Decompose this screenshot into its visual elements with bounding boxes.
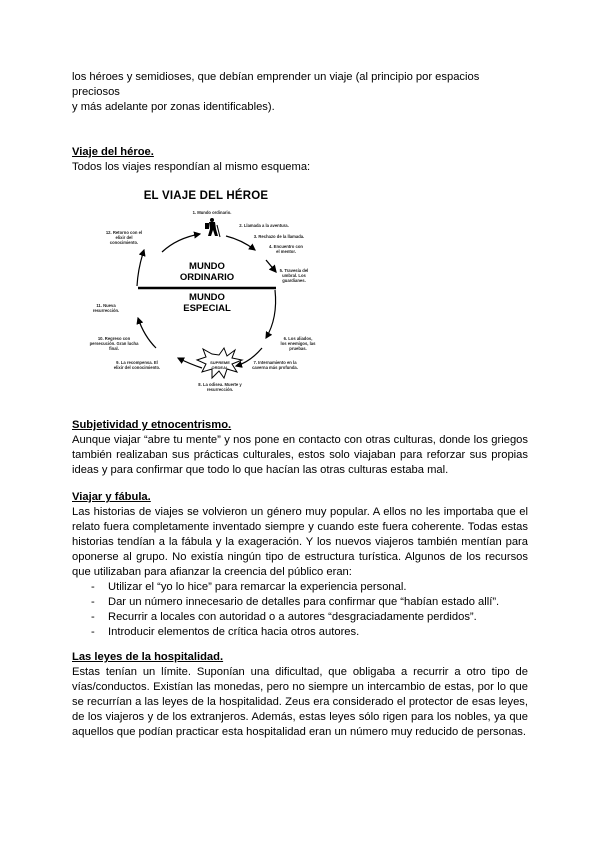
step-7: 7. Internamiento en la caverna más profunda. — [252, 360, 298, 370]
upper-world-label: MUNDO ORDINARIO — [179, 261, 235, 283]
list-item: - Recurrir a locales con autoridad o a autores “desgraciadamente perdidos”. — [91, 611, 477, 623]
list-item: - Utilizar el “yo lo hice” para remarcar la experiencia personal. — [91, 581, 407, 593]
step-4: 4. Encuentro con el mentor. — [269, 244, 303, 254]
resources-list — [72, 580, 528, 640]
step-5: 5. Travesía del umbral. Los guardianes. — [279, 268, 309, 283]
hiker-icon — [205, 218, 220, 237]
section-text: Aunque viajar “abre tu mente” y nos pone en contacto con otras culturas, donde los griegos también realizaban sus prácticas culturales, estos solo viajaban para reforzar sus propias ideas y para confirmar que todo lo que hacían las otras culturas estaba mal. — [72, 434, 528, 476]
section-heading: Subjetividad y etnocentrismo. — [72, 419, 232, 431]
intro-line-1: los héroes y semidioses, que debían emprender un viaje (al principio por espacios preciosos — [72, 71, 480, 98]
diagram-title: EL VIAJE DEL HÉROE — [143, 190, 269, 202]
section-hospitalidad — [72, 650, 528, 740]
section-heading: Viajar y fábula. — [72, 491, 151, 503]
lower-world-label: MUNDO ESPECIAL — [183, 292, 231, 314]
section-text: Estas tenían un límite. Suponían una dificultad, que obligaba a recurrir a otro tipo de vías/conductos. Existían las monedas, pero no siempre un intercambio de estas, por lo que se recurrían a las leyes de la hospitalidad. Zeus era considerado el protector de esas leyes, de los viajeros y de los extranjeros. Además, estas leyes sólo rigen para los nobles, ya que aquellos que podían practicar esta hospitalidad eran un número muy reducido de personas. — [72, 666, 528, 738]
ordeal-badge-label: SUPREME ORDEAL — [210, 360, 230, 370]
step-3: 3. Rechazo de la llamada. — [253, 234, 305, 239]
section-text: Todos los viajes respondían al mismo esquema: — [72, 161, 311, 173]
hero-journey-diagram — [72, 190, 340, 394]
step-8: 8. La odisea. Muerte y resurrección. — [198, 382, 242, 392]
section-heading: Viaje del héroe. — [72, 146, 154, 158]
step-11: 11. Nueva resurrección. — [92, 303, 120, 313]
section-subjetividad — [72, 418, 528, 478]
step-12: 12. Retorno con el elixir del conocimiento. — [105, 230, 143, 245]
intro-line-2: y más adelante por zonas identificables). — [72, 101, 275, 113]
step-10: 10. Regreso con persecución. Gran lucha final. — [89, 336, 139, 351]
section-heading: Las leyes de la hospitalidad. — [72, 651, 224, 663]
step-2: 2. Llamada a la aventura. — [239, 223, 289, 228]
step-9: 9. La recompensa. El elixir del conocimiento. — [113, 360, 161, 370]
step-1: 1. Mundo ordinario. — [192, 210, 232, 215]
step-6: 6. Los aliados, los enemigos, las pruebas. — [280, 336, 316, 351]
section-text: Las historias de viajes se volvieron un género muy popular. A ellos no les importaba que el relato fuera completamente inventado siempre y cuando este fuera coherente. Todas estas historias tendían a la fábula y la exageración. Y los nuevos viajeros también mentían para oponerse al grupo. No existía ningún tipo de estructura turística. Algunos de los recursos que utilizaban para afianzar la creencia del público eran: — [72, 506, 528, 578]
section-fabula — [72, 490, 528, 640]
list-item: - Dar un número innecesario de detalles para confirmar que “habían estado allí”. — [91, 596, 500, 608]
section-viaje-heroe — [72, 145, 528, 175]
intro-paragraph — [72, 70, 528, 115]
list-item: - Introducir elementos de crítica hacia otros autores. — [91, 626, 360, 638]
